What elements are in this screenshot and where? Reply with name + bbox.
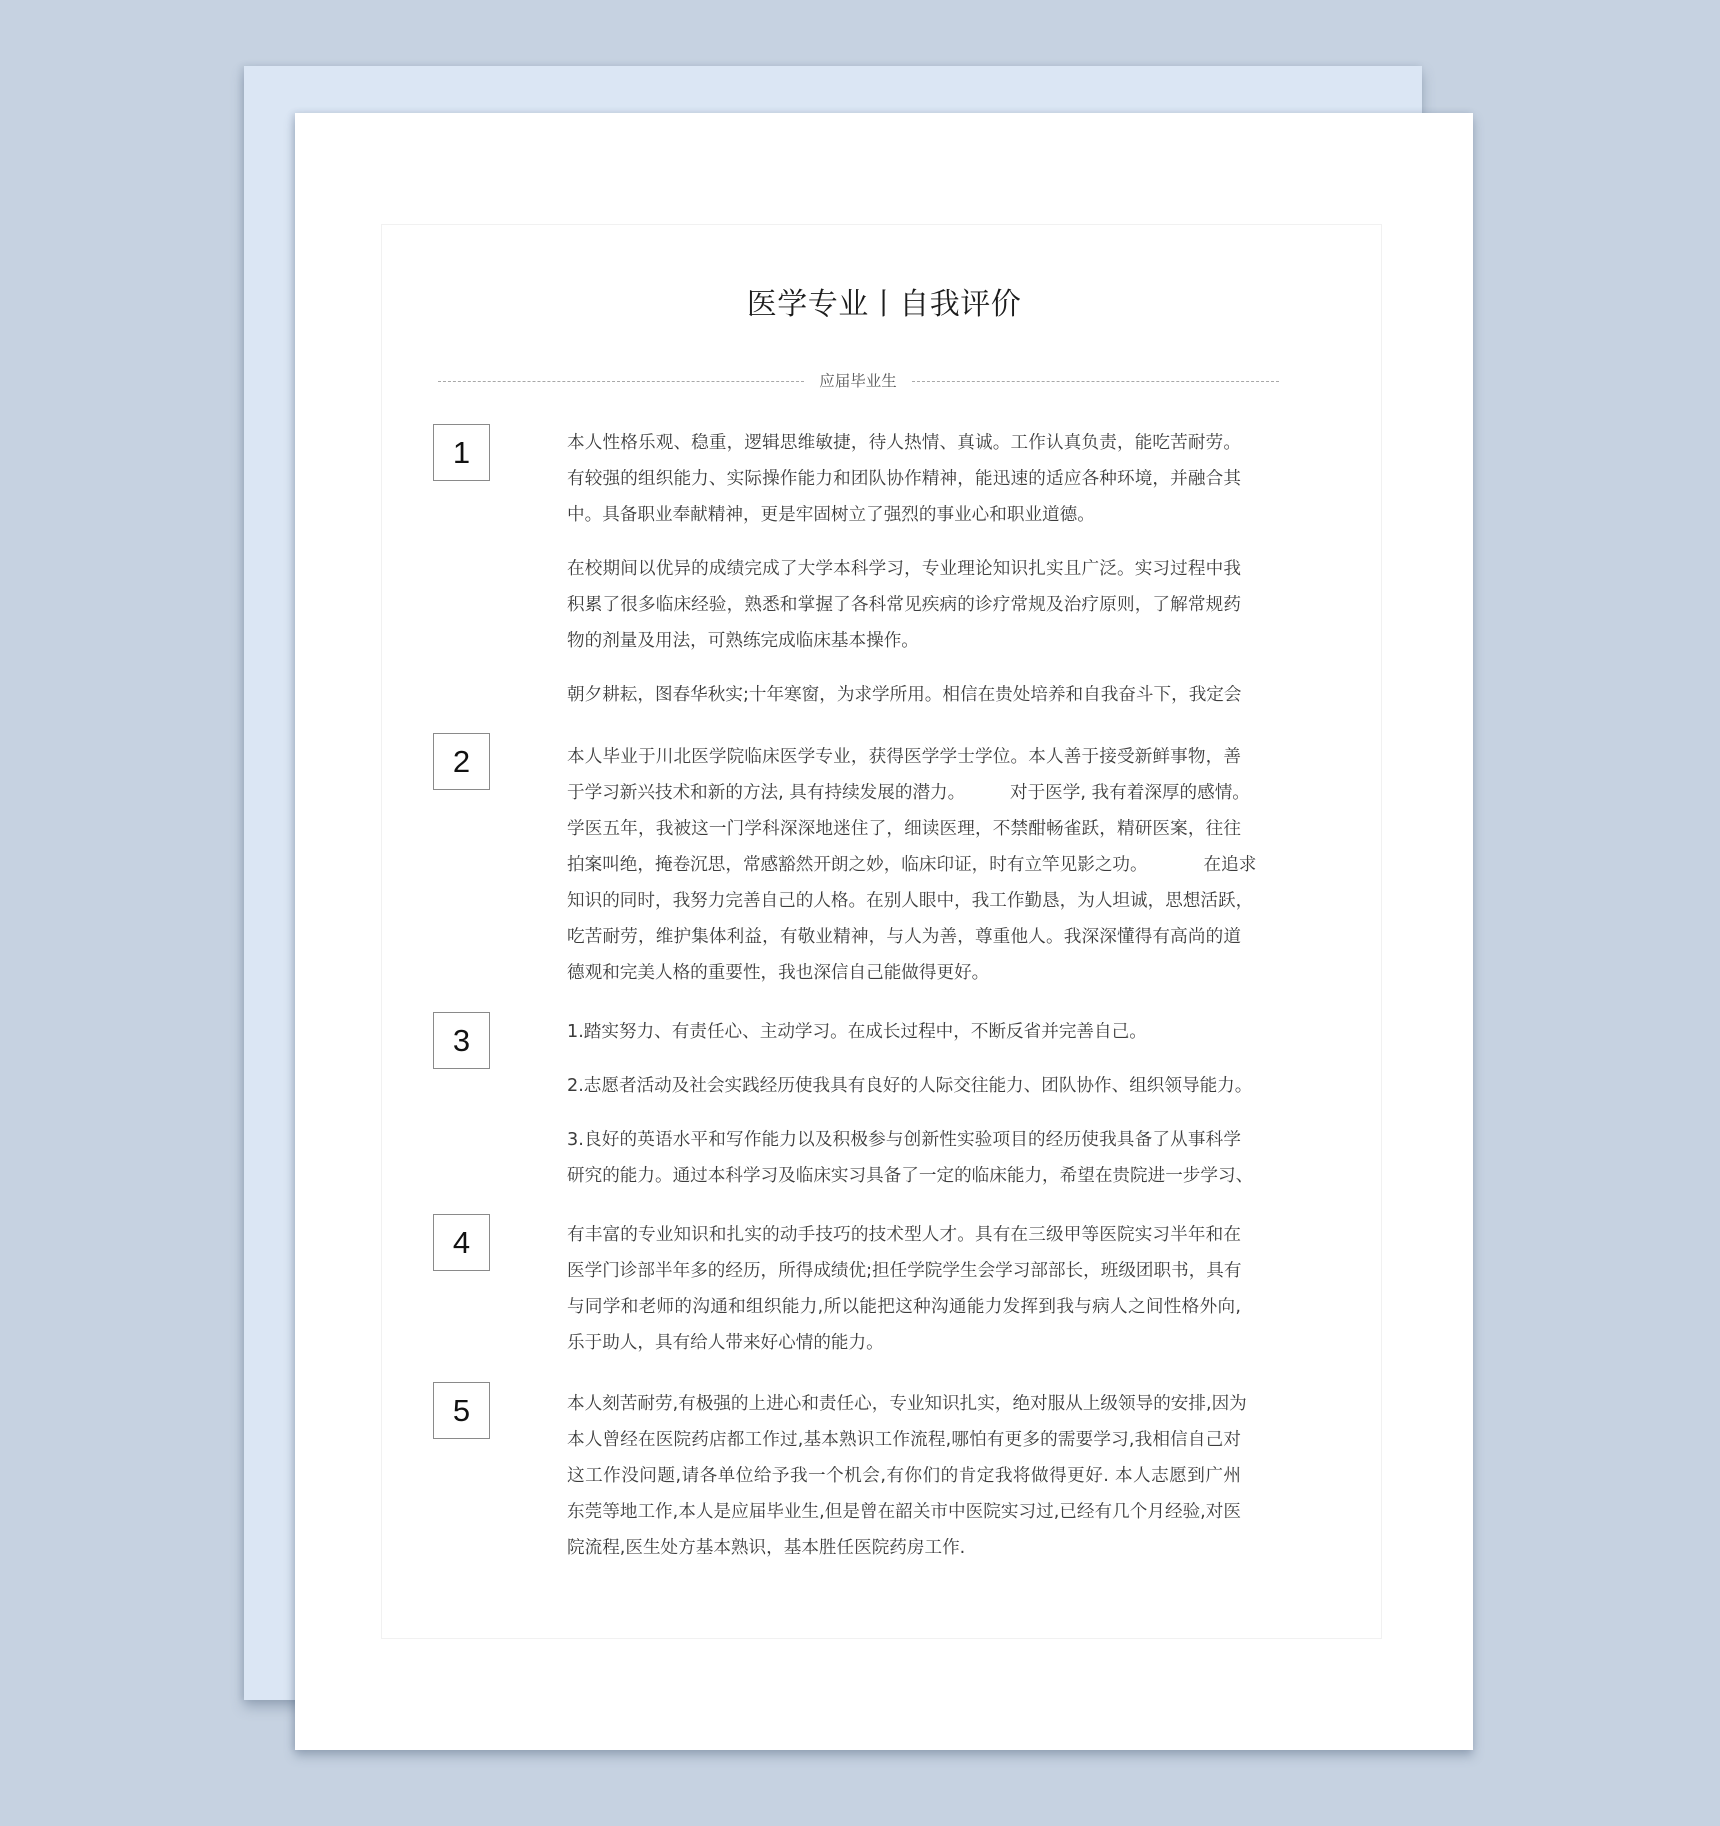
paragraph bbox=[567, 739, 1257, 991]
paragraph bbox=[567, 1014, 1241, 1050]
section-number-box: 1 bbox=[433, 424, 490, 481]
text-line: 拍案叫绝，掩卷沉思，常感豁然开朗之妙，临床印证，时有立竿见影之功。 在追求 bbox=[567, 855, 1257, 875]
paragraph bbox=[567, 1068, 1253, 1104]
text-line: 有较强的组织能力、实际操作能力和团队协作精神，能迅速的适应各种环境，并融合其 bbox=[567, 469, 1241, 489]
section-text bbox=[567, 1217, 1241, 1361]
text-line: 有丰富的专业知识和扎实的动手技巧的技术型人才。具有在三级甲等医院实习半年和在 bbox=[567, 1225, 1241, 1245]
section-number-box: 3 bbox=[433, 1012, 490, 1069]
text-line: 研究的能力。通过本科学习及临床实习具备了一定的临床能力，希望在贵院进一步学习、 bbox=[567, 1166, 1254, 1186]
text-line: 东莞等地工作,本人是应届毕业生,但是曾在韶关市中医院实习过,已经有几个月经验,对医 bbox=[567, 1502, 1241, 1522]
page-title: 医学专业丨自我评价 bbox=[746, 287, 1022, 322]
text-line: 3.良好的英语水平和写作能力以及积极参与创新性实验项目的经历使我具备了从事科学 bbox=[567, 1130, 1241, 1150]
subtitle: 应届毕业生 bbox=[819, 372, 897, 390]
text-line: 1.踏实努力、有责任心、主动学习。在成长过程中，不断反省并完善自己。 bbox=[567, 1022, 1147, 1042]
paragraph bbox=[567, 551, 1241, 659]
section-text bbox=[567, 1386, 1247, 1566]
text-line: 学医五年，我被这一门学科深深地迷住了，细读医理，不禁酣畅雀跃，精研医案，往往 bbox=[567, 819, 1241, 839]
text-line: 于学习新兴技术和新的方法, 具有持续发展的潜力。 对于医学, 我有着深厚的感情。 bbox=[567, 783, 1250, 803]
front-page-sheet bbox=[295, 113, 1473, 1750]
text-line: 院流程,医生处方基本熟识，基本胜任医院药房工作. bbox=[567, 1538, 966, 1558]
text-line: 与同学和老师的沟通和组织能力,所以能把这种沟通能力发挥到我与病人之间性格外向, bbox=[567, 1297, 1241, 1317]
text-line: 本人性格乐观、稳重，逻辑思维敏捷，待人热情、真诚。工作认真负责，能吃苦耐劳。 bbox=[567, 433, 1241, 453]
text-line: 2.志愿者活动及社会实践经历使我具有良好的人际交往能力、团队协作、组织领导能力。 bbox=[567, 1076, 1253, 1096]
section-number-box: 2 bbox=[433, 733, 490, 790]
text-line: 这工作没问题,请各单位给予我一个机会,有你们的肯定我将做得更好. 本人志愿到广州 bbox=[567, 1466, 1241, 1486]
paragraph bbox=[567, 1122, 1254, 1194]
text-line: 中。具备职业奉献精神，更是牢固树立了强烈的事业心和职业道德。 bbox=[567, 505, 1095, 525]
dashed-rule-left bbox=[438, 381, 804, 382]
subtitle-divider bbox=[295, 369, 1473, 393]
text-line: 乐于助人，具有给人带来好心情的能力。 bbox=[567, 1333, 884, 1353]
paragraph bbox=[567, 425, 1241, 533]
section-text bbox=[567, 425, 1241, 713]
text-line: 医学门诊部半年多的经历，所得成绩优;担任学院学生会学习部部长，班级团职书，具有 bbox=[567, 1261, 1242, 1281]
paragraph bbox=[567, 1217, 1241, 1361]
dashed-rule-right bbox=[912, 381, 1279, 382]
text-line: 在校期间以优异的成绩完成了大学本科学习，专业理论知识扎实且广泛。实习过程中我 bbox=[567, 559, 1241, 579]
text-line: 本人刻苦耐劳,有极强的上进心和责任心，专业知识扎实，绝对服从上级领导的安排,因为 bbox=[567, 1394, 1247, 1414]
section-text bbox=[567, 1014, 1254, 1194]
text-line: 德观和完美人格的重要性，我也深信自己能做得更好。 bbox=[567, 963, 990, 983]
paragraph bbox=[567, 1386, 1247, 1566]
text-line: 积累了很多临床经验，熟悉和掌握了各科常见疾病的诊疗常规及治疗原则，了解常规药 bbox=[567, 595, 1241, 615]
paragraph bbox=[567, 677, 1241, 713]
text-line: 朝夕耕耘，图春华秋实;十年寒窗，为求学所用。相信在贵处培养和自我奋斗下，我定会 bbox=[567, 685, 1242, 705]
text-line: 物的剂量及用法，可熟练完成临床基本操作。 bbox=[567, 631, 919, 651]
text-line: 知识的同时，我努力完善自己的人格。在别人眼中，我工作勤恳，为人坦诚，思想活跃， bbox=[567, 891, 1254, 911]
section-number-box: 4 bbox=[433, 1214, 490, 1271]
text-line: 本人曾经在医院药店都工作过,基本熟识工作流程,哪怕有更多的需要学习,我相信自己对 bbox=[567, 1430, 1241, 1450]
section-text bbox=[567, 739, 1257, 991]
text-line: 本人毕业于川北医学院临床医学专业，获得医学学士学位。本人善于接受新鲜事物，善 bbox=[567, 747, 1241, 767]
text-line: 吃苦耐劳，维护集体利益，有敬业精神，与人为善，尊重他人。我深深懂得有高尚的道 bbox=[567, 927, 1241, 947]
section-number-box: 5 bbox=[433, 1382, 490, 1439]
